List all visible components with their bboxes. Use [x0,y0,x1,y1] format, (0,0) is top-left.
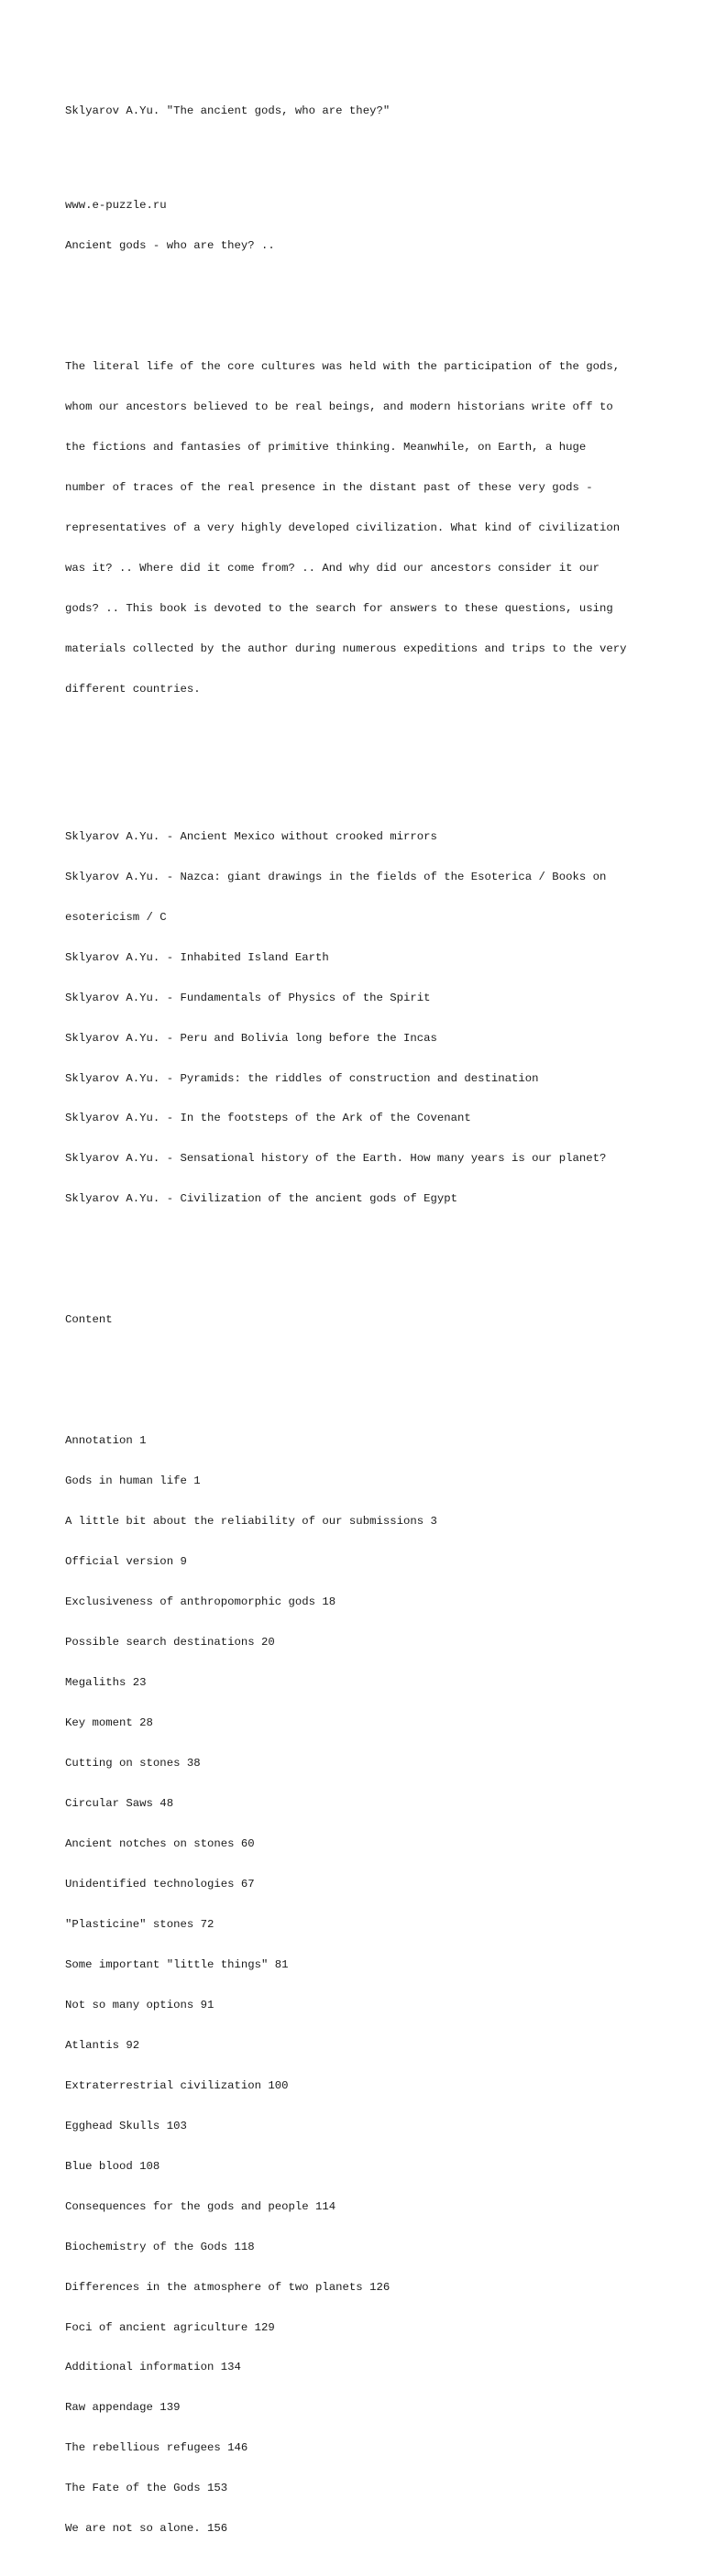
toc-entry: Possible search destinations 20 [65,1636,275,1650]
toc-entry: Circular Saws 48 [65,1796,174,1810]
toc-entry: Key moment 28 [65,1716,153,1729]
annotation-line: gods? .. This book is devoted to the search for answers to these questions, using [65,601,613,615]
toc-entry: Exclusiveness of anthropomorphic gods 18 [65,1595,336,1609]
annotation-line: number of traces of the real presence in the distant past of these very gods - [65,480,593,494]
annotation-line: materials collected by the author during numerous expeditions and trips to the very [65,641,627,655]
related-book-item: Sklyarov A.Yu. - In the footsteps of the Ark of the Covenant [65,1112,471,1125]
annotation-paragraph [65,333,688,722]
toc-entry: Biochemistry of the Gods 118 [65,2240,255,2253]
related-books-list [65,803,688,1233]
toc-entry: Foci of ancient agriculture 129 [65,2320,275,2334]
toc-entry: Additional information 134 [65,2361,241,2374]
table-of-contents [65,1408,688,2562]
related-book-item: Sklyarov A.Yu. - Ancient Mexico without crooked mirrors [65,829,437,843]
annotation-line: the fictions and fantasies of primitive thinking. Meanwhile, on Earth, a huge [65,440,587,454]
toc-entry: Annotation 1 [65,1434,147,1448]
toc-entry: We are not so alone. 156 [65,2522,228,2536]
annotation-line: whom our ancestors believed to be real beings, and modern historians write off to [65,400,613,413]
related-book-item: Sklyarov A.Yu. - Inhabited Island Earth [65,950,329,964]
related-book-item: Sklyarov A.Yu. - Peru and Bolivia long before the Incas [65,1031,437,1045]
header-line: Sklyarov A.Yu. "The ancient gods, who are they?" [65,104,390,118]
contents-heading: Content [65,1313,113,1327]
toc-entry: Atlantis 92 [65,2038,140,2052]
related-book-item: esotericism / C [65,910,167,924]
toc-entry: Unidentified technologies 67 [65,1877,255,1891]
related-book-item: Sklyarov A.Yu. - Civilization of the ancient gods of Egypt [65,1192,458,1206]
document-subtitle: Ancient gods - who are they? .. [65,238,275,252]
toc-entry: The Fate of the Gods 153 [65,2482,228,2495]
website-link[interactable]: www.e-puzzle.ru [65,198,167,212]
toc-entry: Egghead Skulls 103 [65,2119,187,2132]
toc-entry: Gods in human life 1 [65,1474,201,1488]
related-book-item: Sklyarov A.Yu. - Pyramids: the riddles of construction and destination [65,1071,539,1085]
toc-entry: Ancient notches on stones 60 [65,1836,255,1850]
related-book-item: Sklyarov A.Yu. - Nazca: giant drawings in the fields of the Esoterica / Books on [65,870,607,883]
toc-entry: Cutting on stones 38 [65,1756,201,1770]
related-book-item: Sklyarov A.Yu. - Fundamentals of Physics of the Spirit [65,991,431,1004]
annotation-line: was it? .. Where did it come from? .. And why did our ancestors consider it our [65,561,600,575]
annotation-line: The literal life of the core cultures was held with the participation of the gods, [65,359,621,373]
toc-entry: Differences in the atmosphere of two planets 126 [65,2280,390,2294]
toc-entry: Raw appendage 139 [65,2401,181,2415]
toc-entry: Blue blood 108 [65,2159,160,2173]
toc-entry: "Plasticine" stones 72 [65,1917,214,1931]
toc-entry: Extraterrestrial civilization 100 [65,2078,289,2092]
toc-entry: Consequences for the gods and people 114 [65,2199,336,2213]
toc-entry: Megaliths 23 [65,1676,147,1690]
toc-entry: Some important "little things" 81 [65,1957,289,1971]
annotation-line: different countries. [65,682,201,696]
document-page [65,78,688,2576]
related-book-item: Sklyarov A.Yu. - Sensational history of the Earth. How many years is our planet? [65,1152,607,1166]
toc-entry: A little bit about the reliability of our submissions 3 [65,1515,437,1529]
toc-entry: Not so many options 91 [65,1998,214,2011]
toc-entry: The rebellious refugees 146 [65,2441,248,2455]
annotation-line: representatives of a very highly developed civilization. What kind of civilization [65,521,621,534]
toc-entry: Official version 9 [65,1555,187,1569]
